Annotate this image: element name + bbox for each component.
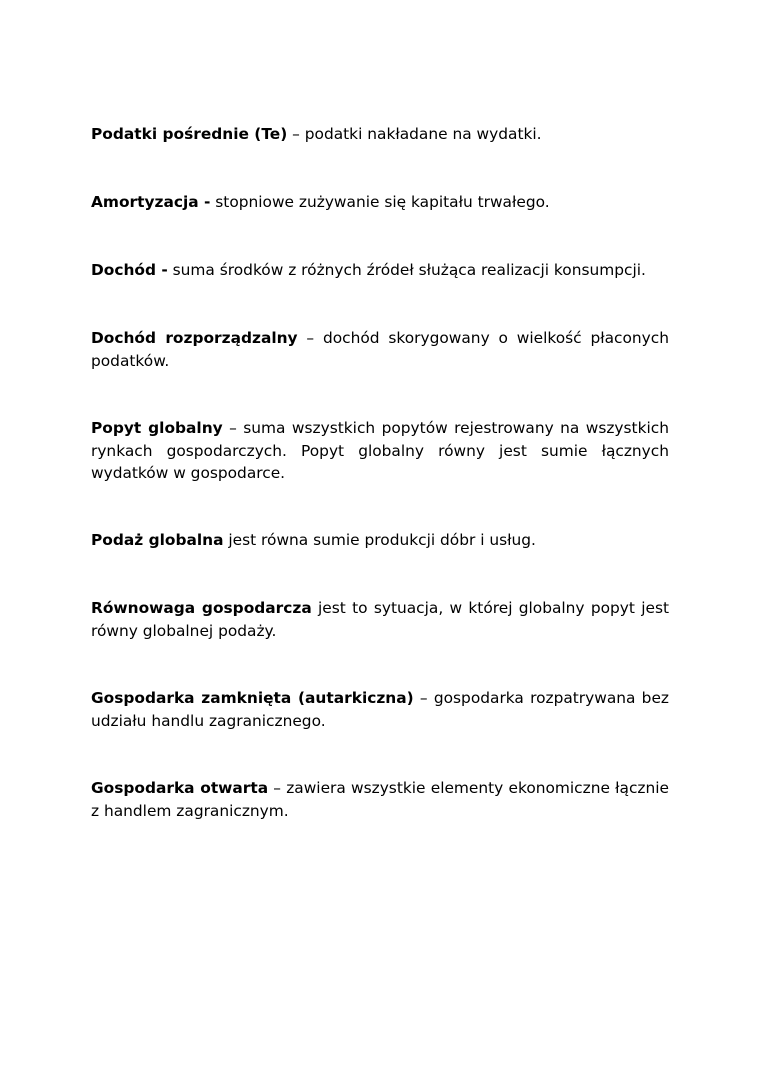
- definition-entry: [91, 327, 669, 372]
- definition-text: – gospodarka rozpatrywana bez udziału handlu zagranicznego.: [91, 689, 669, 730]
- definition-term: Równowaga gospodarcza: [91, 599, 312, 617]
- definition-text: – dochód skorygowany o wielkość płaconych podatków.: [91, 329, 669, 370]
- definition-entry: [91, 529, 669, 552]
- definition-term: Dochód -: [91, 261, 168, 279]
- definition-text: – suma wszystkich popytów rejestrowany na wszystkich rynkach gospodarczych. Popyt globalny równy jest sumie łącznych wydatków w gospodarce.: [91, 419, 669, 482]
- definition-entry: [91, 597, 669, 642]
- definition-term: Dochód rozporządzalny: [91, 329, 298, 347]
- definition-term: Podaż globalna: [91, 531, 224, 549]
- definition-term: Gospodarka zamknięta (autarkiczna): [91, 689, 414, 707]
- definition-text: – podatki nakładane na wydatki.: [287, 125, 542, 143]
- definition-text: suma środków z różnych źródeł służąca realizacji konsumpcji.: [167, 261, 646, 279]
- definition-term: Podatki pośrednie (Te): [91, 125, 288, 143]
- definition-entry: [91, 259, 669, 282]
- definition-entry: [91, 191, 669, 214]
- definition-entry: [91, 687, 669, 732]
- definition-entry: [91, 123, 669, 146]
- definition-text: – zawiera wszystkie elementy ekonomiczne łącznie z handlem zagranicznym.: [91, 779, 669, 820]
- definition-text: jest to sytuacja, w której globalny popyt jest równy globalnej podaży.: [91, 599, 669, 640]
- definition-term: Gospodarka otwarta: [91, 779, 269, 797]
- definition-entry: [91, 777, 669, 822]
- definition-text: stopniowe zużywanie się kapitału trwałego.: [210, 193, 550, 211]
- definition-term: Popyt globalny: [91, 419, 223, 437]
- definition-term: Amortyzacja -: [91, 193, 211, 211]
- definition-entry: [91, 417, 669, 485]
- definition-text: jest równa sumie produkcji dóbr i usług.: [223, 531, 536, 549]
